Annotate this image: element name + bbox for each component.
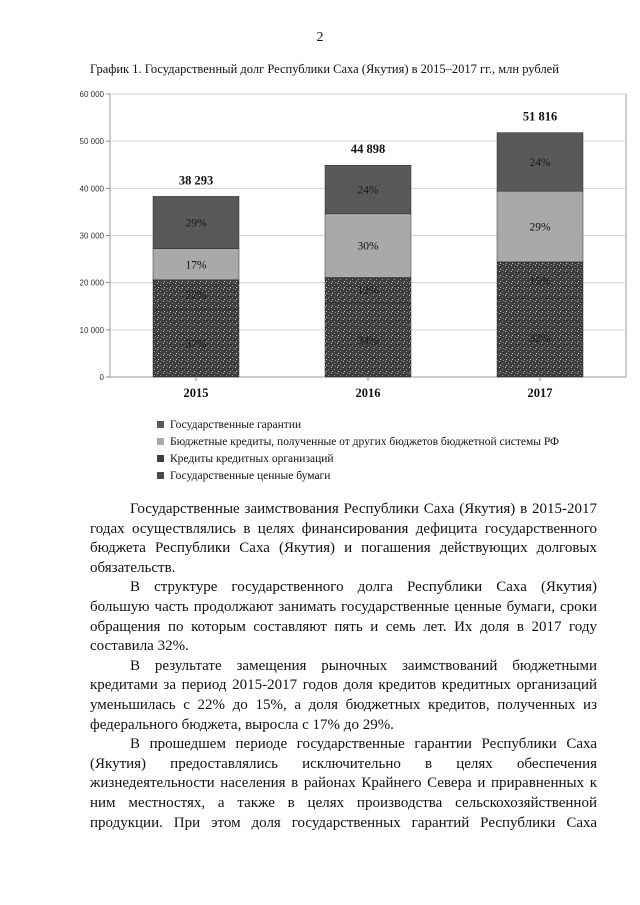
paragraph: В результате замещения рыночных заимствований бюджетными кредитами за период 2015-2017 годов доля кредитов кредитных организаций уменьшилась с 22% до 15%, а доля бюджетных кредитов, полученных из федерального бюджета, выросла с 17% до 29%. [90, 657, 597, 733]
paragraph: В структуре государственного долга Республики Саха (Якутия) большую часть продолжают занимать государственные ценные бумаги, сроки обращения по которым составляют пять и семь лет. Их доля в 2017 году составила 32%. [90, 579, 597, 655]
segment-label: 29% [529, 221, 551, 234]
debt-chart [60, 84, 635, 414]
segment-label: 15% [529, 275, 551, 288]
total-label: 51 816 [522, 109, 558, 124]
legend-item [157, 416, 559, 433]
chart-title: График 1. Государственный долг Республики Саха (Якутия) в 2015–2017 гг., млн рублей [90, 62, 559, 76]
legend-label: Государственные гарантии [170, 418, 302, 431]
segment-label: 22% [185, 289, 207, 302]
legend-swatch [157, 472, 164, 479]
y-tick-label: 0 [99, 373, 104, 382]
segment-label: 32% [529, 332, 551, 345]
x-tick-label: 2016 [355, 386, 381, 400]
segment-label: 17% [185, 259, 207, 272]
paragraph: В прошедшем периоде государственные гарантии Республики Саха (Якутия) предоставлялись исключительно в целях обеспечения жизнедеятельности населения в районах Крайнего Севера и приравненных к ним местностях, а также в целях производства сельскохозяйственной продукции. При этом доля государственных гарантий Республики Саха [90, 736, 597, 831]
legend-item [157, 467, 559, 484]
y-tick-label: 60 000 [79, 90, 104, 99]
segment-label: 34% [357, 334, 379, 347]
legend-label: Кредиты кредитных организаций [170, 452, 334, 465]
y-tick-label: 10 000 [79, 325, 104, 335]
legend-swatch [157, 421, 164, 428]
segment-label: 30% [357, 240, 379, 253]
paragraph: Государственные заимствования Республики Саха (Якутия) в 2015-2017 годах осуществлялись в целях финансирования дефицита государственного бюджета Республики Саха (Якутия) и погашения действующих долговых обязательств. [90, 501, 597, 576]
x-tick-label: 2017 [527, 386, 553, 400]
y-tick-label: 30 000 [79, 231, 104, 241]
legend-swatch [157, 455, 164, 462]
body-text [90, 500, 597, 833]
total-label: 44 898 [350, 142, 386, 157]
x-tick-label: 2015 [183, 386, 209, 400]
legend-swatch [157, 438, 164, 445]
segment-label: 37% [185, 338, 207, 351]
chart-legend [157, 416, 559, 484]
total-label: 38 293 [178, 173, 214, 188]
page-number: 2 [316, 30, 324, 45]
segment-label: 24% [357, 184, 379, 197]
segment-label: 24% [529, 156, 551, 169]
y-tick-label: 40 000 [79, 184, 104, 194]
legend-item [157, 450, 559, 467]
segment-label: 12% [357, 285, 379, 298]
y-tick-label: 20 000 [79, 278, 104, 288]
y-tick-label: 50 000 [79, 137, 104, 147]
segment-label: 29% [185, 217, 207, 230]
legend-label: Бюджетные кредиты, полученные от других бюджетов бюджетной системы РФ [170, 435, 560, 448]
legend-label: Государственные ценные бумаги [170, 469, 331, 482]
legend-item [157, 433, 559, 450]
